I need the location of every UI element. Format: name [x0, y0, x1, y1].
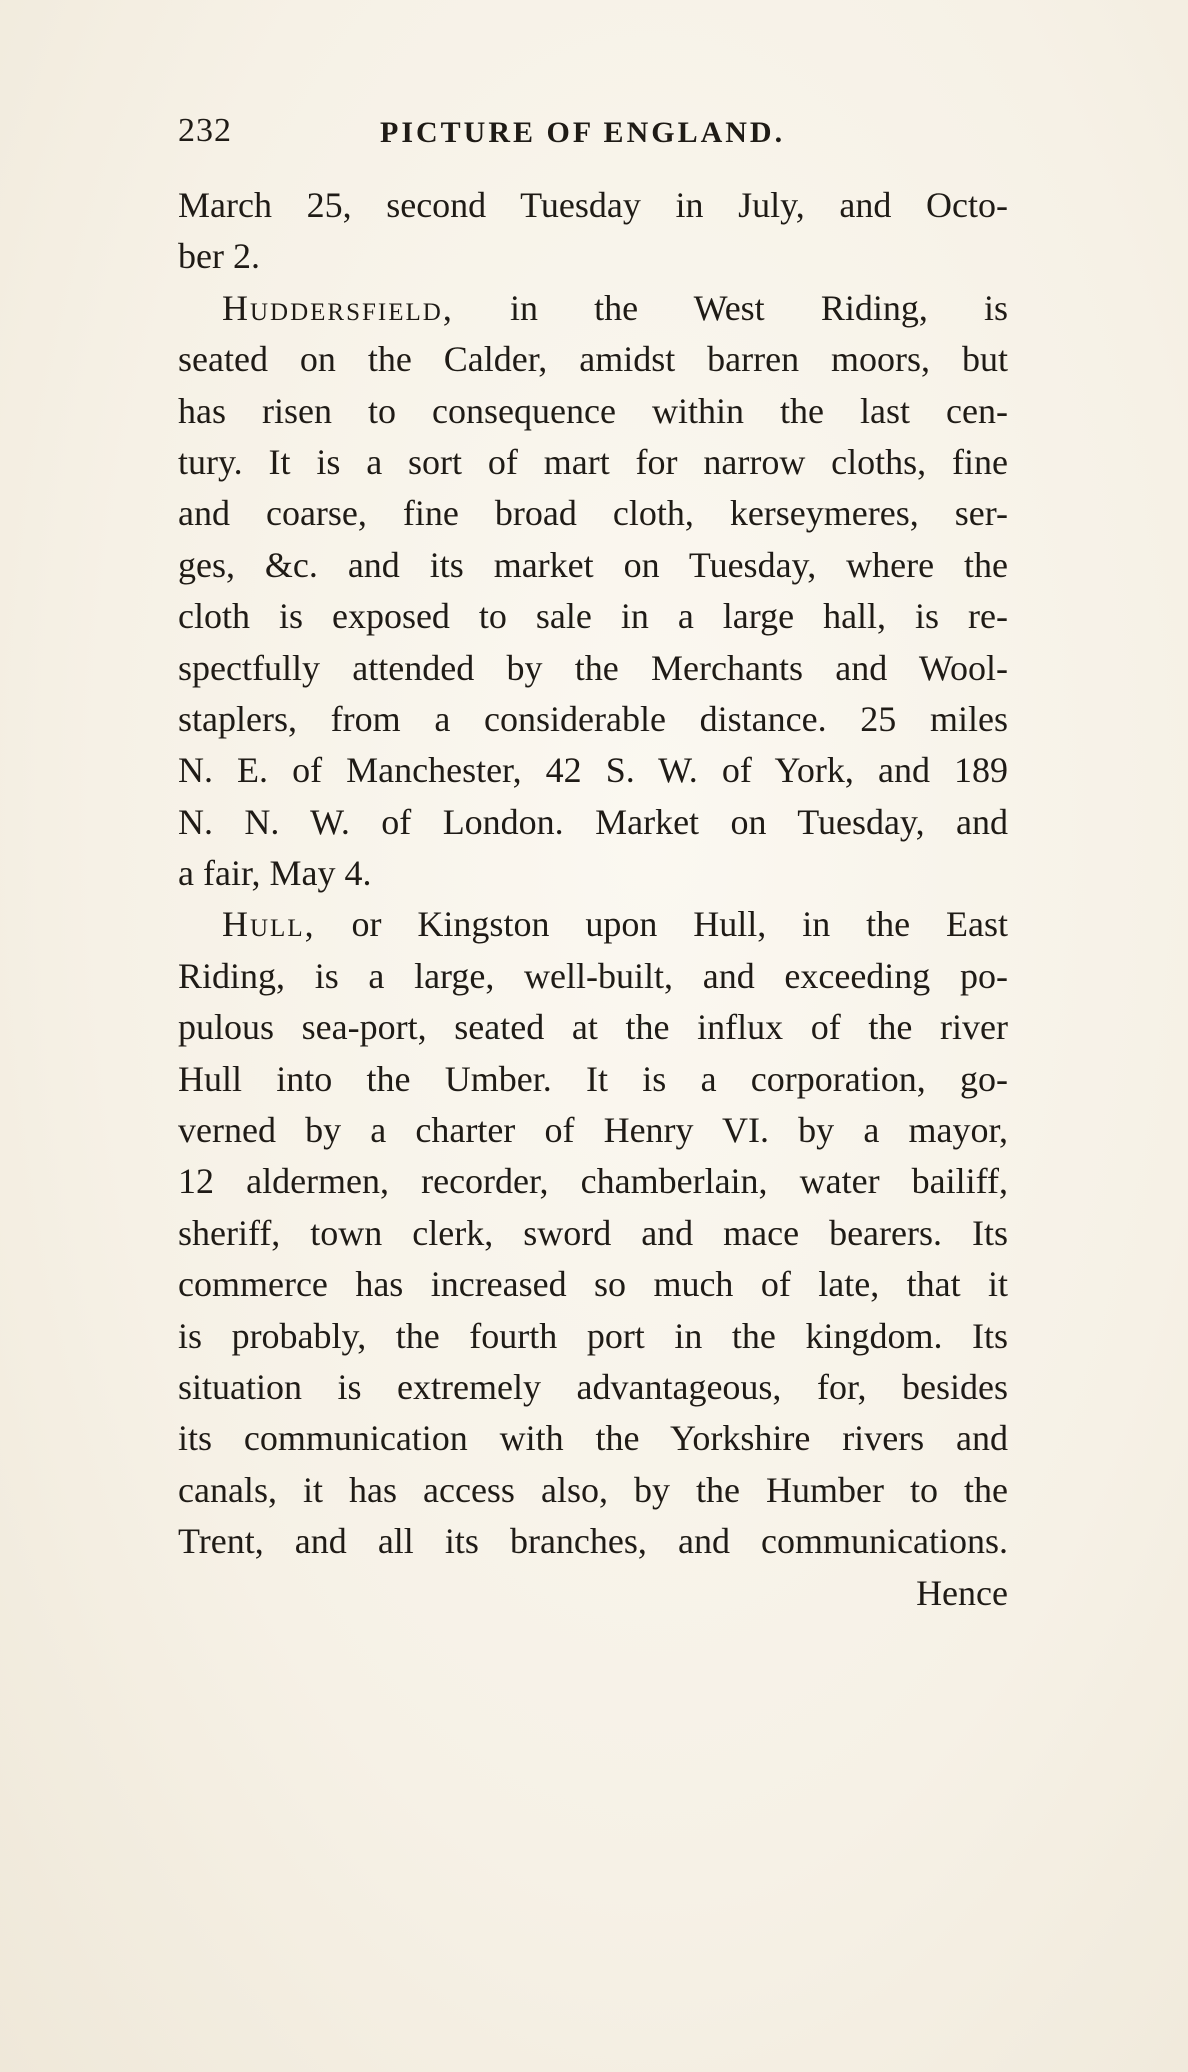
- text-line: commerce has increased so much of late, that it: [178, 1264, 1008, 1305]
- text-line: has risen to consequence within the last cen-: [178, 390, 1008, 431]
- entry-heading-line: Hull, or Kingston upon Hull, in the East: [222, 904, 1008, 945]
- running-title: PICTURE OF ENGLAND.: [380, 116, 786, 149]
- text-line: and coarse, fine broad cloth, kerseymeres, ser-: [178, 493, 1008, 534]
- text-line: Riding, is a large, well-built, and exceeding po-: [178, 955, 1008, 996]
- text-line: staplers, from a considerable distance. 25 miles: [178, 698, 1008, 739]
- place-name-hull: Hull,: [222, 904, 316, 945]
- running-head: [178, 112, 1008, 162]
- text-line: is probably, the fourth port in the kingdom. Its: [178, 1315, 1008, 1356]
- text-line: sheriff, town clerk, sword and mace bearers. Its: [178, 1212, 1008, 1253]
- text-line: canals, it has access also, by the Humber to the: [178, 1469, 1008, 1510]
- text-line: cloth is exposed to sale in a large hall, is re-: [178, 596, 1008, 637]
- body-text: [178, 180, 1008, 1619]
- text-line: N. N. W. of London. Market on Tuesday, and: [178, 801, 1008, 842]
- text-line: March 25, second Tuesday in July, and Octo-: [178, 185, 1008, 225]
- text-line: 12 aldermen, recorder, chamberlain, water bailiff,: [178, 1161, 1008, 1202]
- text-line: a fair, May 4.: [178, 853, 372, 894]
- text-line: N. E. of Manchester, 42 S. W. of York, and 189: [178, 750, 1008, 791]
- text-line: Trent, and all its branches, and communications.: [178, 1521, 1008, 1562]
- text-line: its communication with the Yorkshire rivers and: [178, 1418, 1008, 1459]
- text-line: situation is extremely advantageous, for, besides: [178, 1366, 1008, 1407]
- text-line: ber 2.: [178, 236, 260, 277]
- text-line: ges, &c. and its market on Tuesday, where the: [178, 544, 1008, 585]
- text-line: pulous sea-port, seated at the influx of the river: [178, 1007, 1008, 1048]
- page-number: 232: [178, 112, 232, 149]
- text-line: verned by a charter of Henry VI. by a mayor,: [178, 1110, 1008, 1151]
- text-line: seated on the Calder, amidst barren moors, but: [178, 339, 1008, 380]
- text-line: Hull into the Umber. It is a corporation, go-: [178, 1058, 1008, 1099]
- text-line: tury. It is a sort of mart for narrow cloths, fine: [178, 441, 1008, 482]
- text-line: spectfully attended by the Merchants and Wool-: [178, 647, 1008, 688]
- catchword: Hence: [916, 1572, 1008, 1613]
- place-name-huddersfield: Huddersfield,: [222, 287, 454, 328]
- entry-heading-line: Huddersfield, in the West Riding, is: [222, 287, 1008, 328]
